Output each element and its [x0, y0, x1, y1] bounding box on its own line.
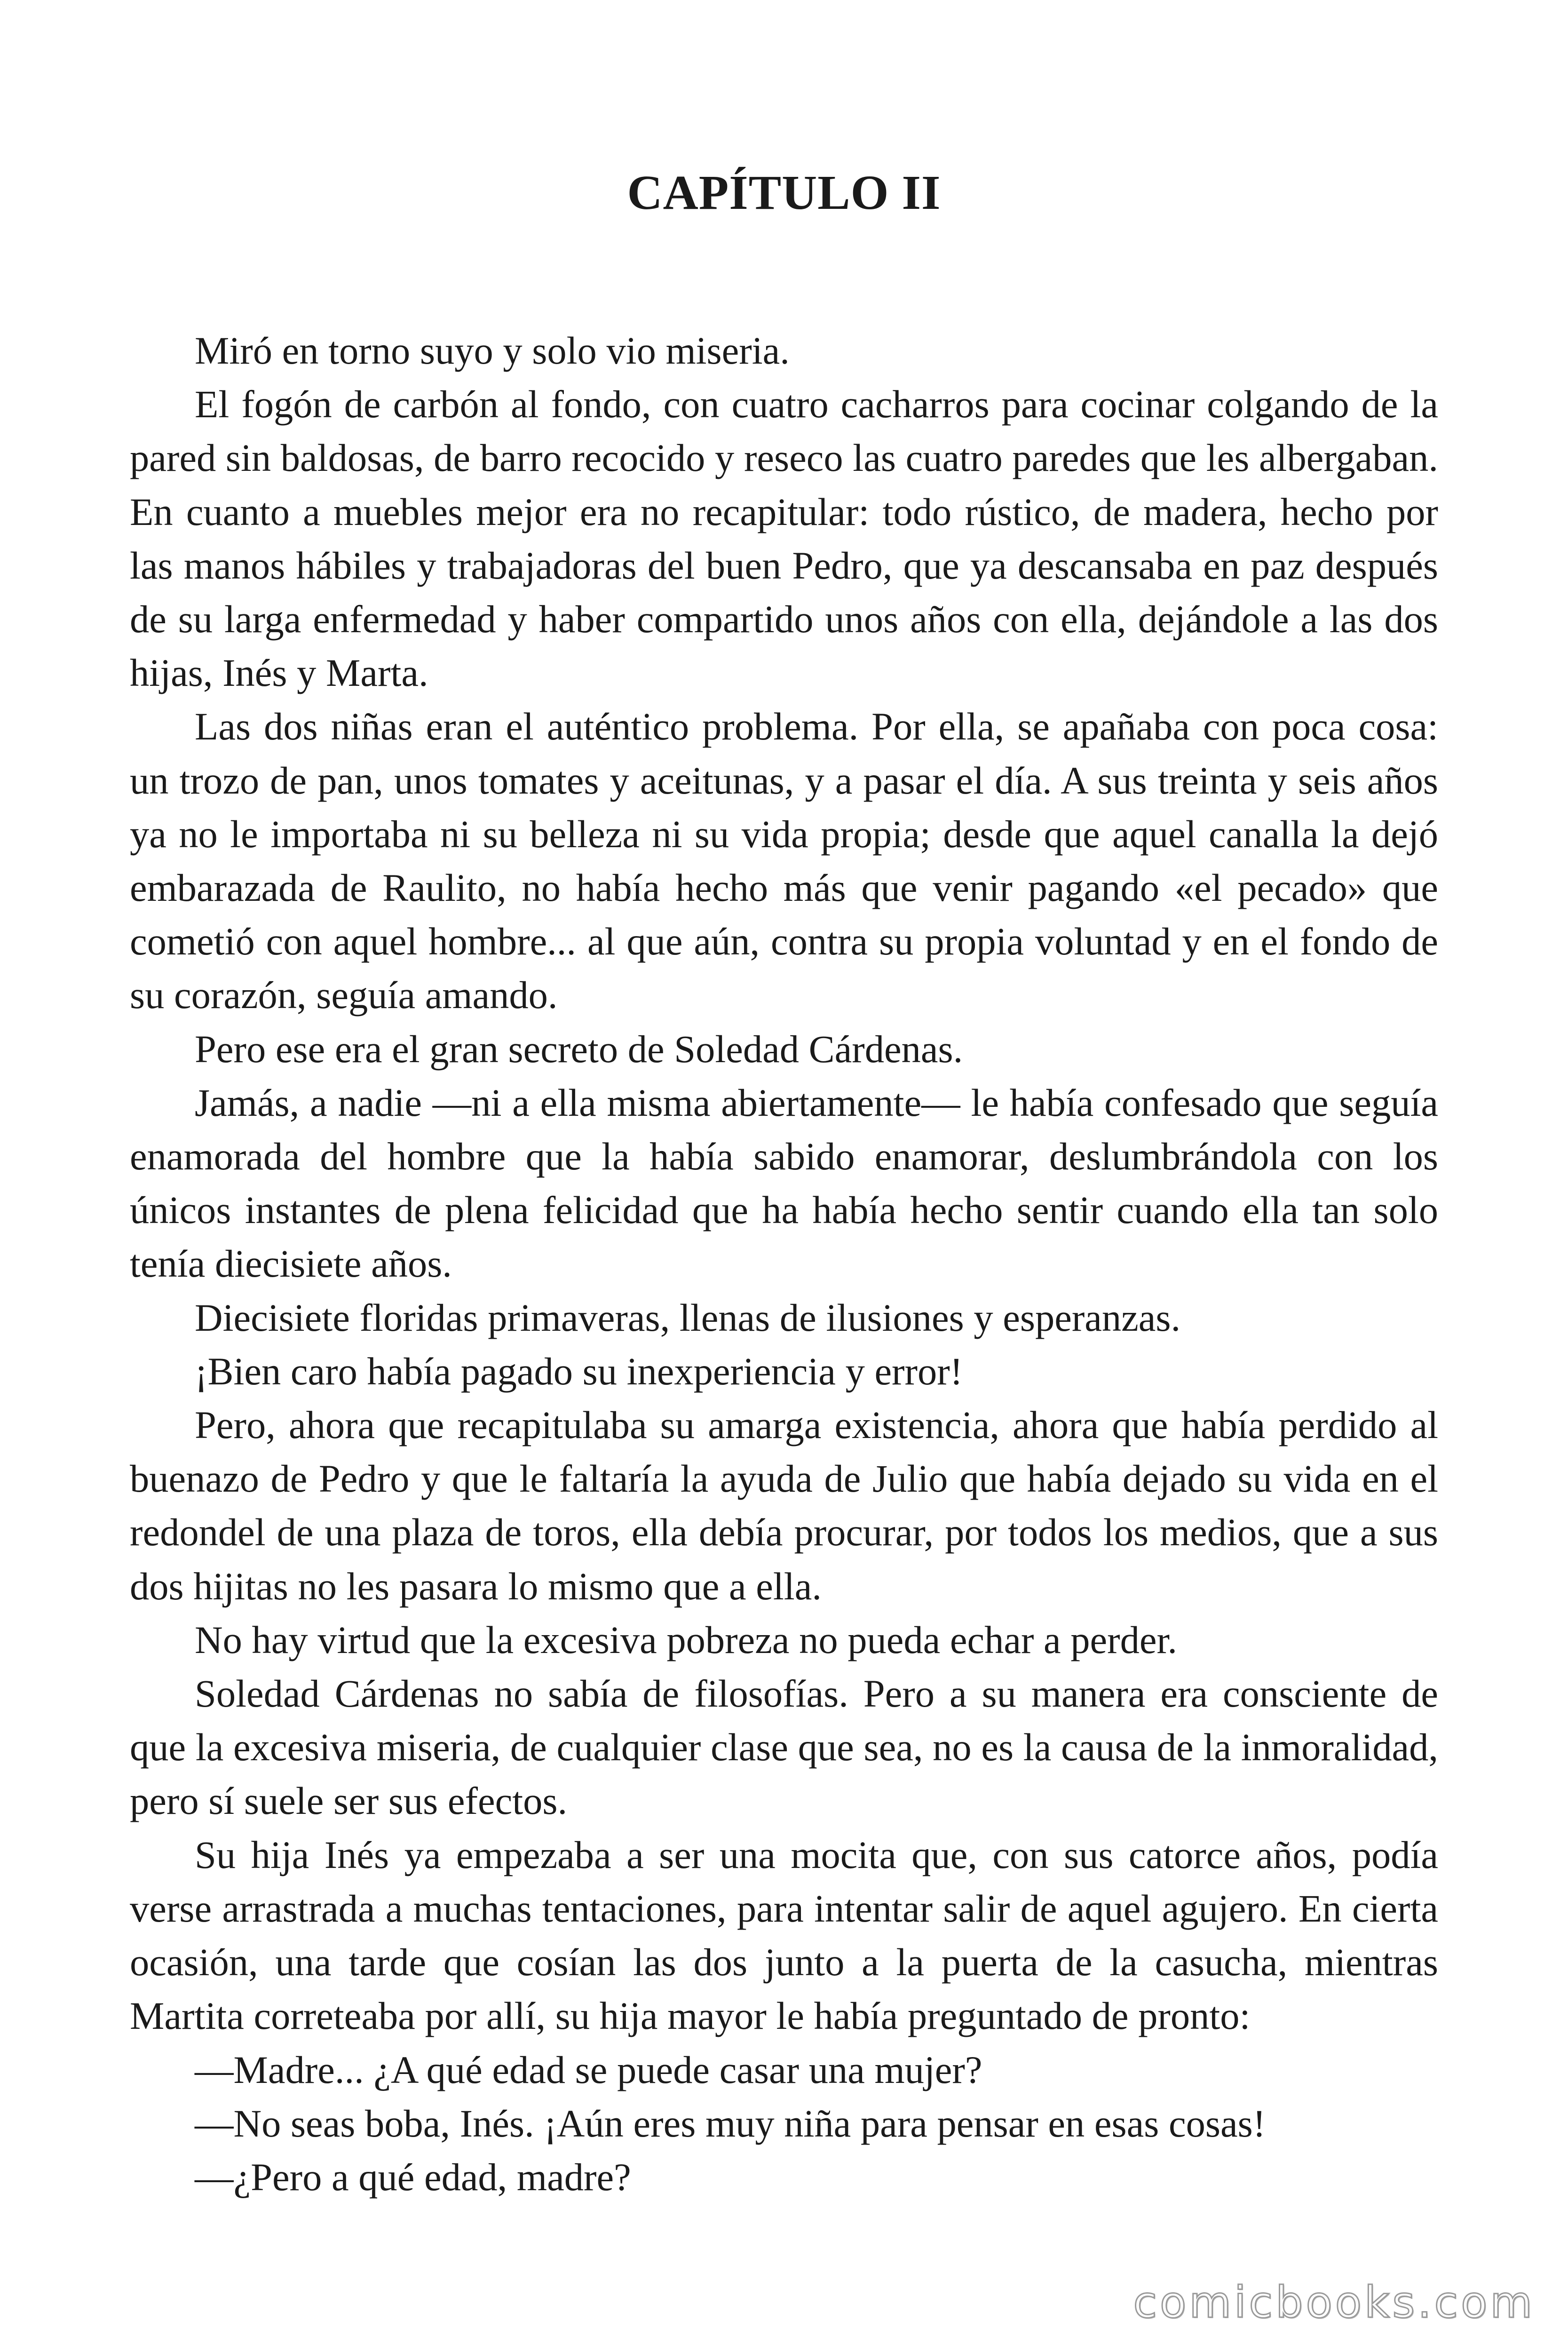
- dialogue-line: —Madre... ¿A qué edad se puede casar una mujer?: [195, 2048, 982, 2091]
- paragraph: No hay virtud que la excesiva pobreza no pueda echar a perder.: [195, 1618, 1178, 1661]
- body-text: [130, 324, 1438, 2204]
- paragraph: Diecisiete floridas primaveras, llenas de ilusiones y esperanzas.: [195, 1295, 1181, 1339]
- paragraph: Pero ese era el gran secreto de Soledad Cárdenas.: [195, 1027, 963, 1071]
- paragraph: Las dos niñas eran el auténtico problema. Por ella, se apañaba con poca cosa: un trozo de pan, unos tomates y aceitunas, y a pasar el día. A sus treinta y seis años ya no le importaba ni su belleza ni su vida propia; desde que aquel canalla la dejó embarazada de Raulito, no había hecho más que venir pagando «el pecado» que cometió con aquel hombre... al que aún, contra su propia voluntad y en el fondo de su corazón, seguía amando.: [130, 705, 1438, 1017]
- paragraph: Jamás, a nadie —ni a ella misma abiertamente— le había confesado que seguía enamorada del hombre que la había sabido enamorar, deslumbrándola con los únicos instantes de plena felicidad que ha había hecho sentir cuando ella tan solo tenía diecisiete años.: [130, 1081, 1438, 1286]
- paragraph: ¡Bien caro había pagado su inexperiencia y error!: [195, 1349, 963, 1393]
- paragraph: El fogón de carbón al fondo, con cuatro cacharros para cocinar colgando de la pared sin baldosas, de barro recocido y reseco las cuatro paredes que les albergaban. En cuanto a muebles mejor era no recapitular: todo rústico, de madera, hecho por las manos hábiles y trabajadoras del buen Pedro, que ya descansaba en paz después de su larga enfermedad y haber compartido unos años con ella, dejándole a las dos hijas, Inés y Marta.: [130, 382, 1438, 695]
- watermark-logo: comicbooks.com: [1133, 2277, 1535, 2328]
- paragraph: Su hija Inés ya empezaba a ser una mocita que, con sus catorce años, podía verse arrastrada a muchas tentaciones, para intentar salir de aquel agujero. En cierta ocasión, una tarde que cosían las dos junto a la puerta de la casucha, mientras Martita correteaba por allí, su hija mayor le había preguntado de pronto:: [130, 1833, 1438, 2038]
- paragraph: Pero, ahora que recapitulaba su amarga existencia, ahora que había perdido al buenazo de Pedro y que le faltaría la ayuda de Julio que había dejado su vida en el redondel de una plaza de toros, ella debía procurar, por todos los medios, que a sus dos hijitas no les pasara lo mismo que a ella.: [130, 1403, 1438, 1608]
- paragraph: Soledad Cárdenas no sabía de filosofías. Pero a su manera era consciente de que la excesiva miseria, de cualquier clase que sea, no es la causa de la inmoralidad, pero sí suele ser sus efectos.: [130, 1672, 1438, 1823]
- paragraph: Miró en torno suyo y solo vio miseria.: [195, 329, 790, 372]
- chapter-title: CAPÍTULO II: [627, 166, 941, 220]
- dialogue-line: —No seas boba, Inés. ¡Aún eres muy niña para pensar en esas cosas!: [195, 2101, 1266, 2145]
- dialogue-line: —¿Pero a qué edad, madre?: [195, 2155, 631, 2199]
